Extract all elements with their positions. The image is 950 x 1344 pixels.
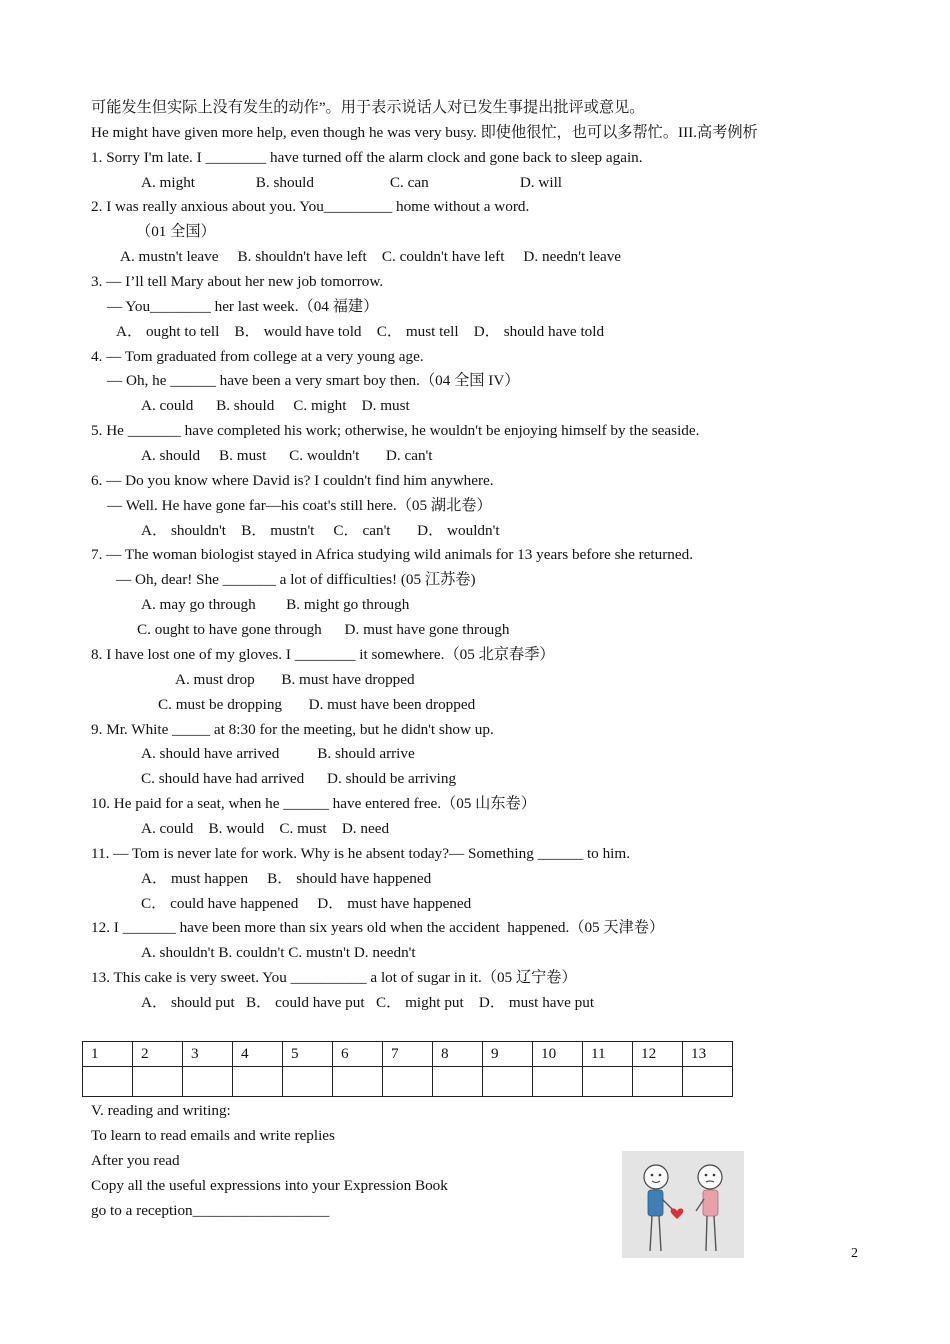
text-line: A. should B. must C. wouldn't D. can't	[141, 447, 433, 465]
text-line: A. must drop B. must have dropped	[175, 670, 415, 688]
text-line: A. should have arrived B. should arrive	[141, 745, 415, 763]
answer-table-blank-cell[interactable]	[333, 1067, 383, 1097]
answer-table-blank-cell[interactable]	[483, 1067, 533, 1097]
answer-table-header-row	[83, 1042, 733, 1067]
answer-table-header-cell: 11	[583, 1042, 633, 1067]
text-line: 4. — Tom graduated from college at a very young age.	[91, 347, 424, 365]
text-line: 7. — The woman biologist stayed in Africa studying wild animals for 13 years before she returned.	[91, 546, 694, 564]
answer-table-blank-cell[interactable]	[633, 1067, 683, 1097]
answer-table-blank-cell[interactable]	[183, 1067, 233, 1097]
text-line: A. shouldn't B. couldn't C. mustn't D. needn't	[141, 944, 416, 962]
text-line: — Oh, dear! She _______ a lot of difficulties! (05 江苏卷)	[116, 571, 476, 589]
text-line: A. could B. would C. must D. need	[141, 819, 390, 837]
answer-table-blank-cell[interactable]	[383, 1067, 433, 1097]
text-line: 9. Mr. White _____ at 8:30 for the meeting, but he didn't show up.	[91, 720, 494, 738]
page-number: 2	[851, 1246, 858, 1261]
text-line: 1. Sorry I'm late. I ________ have turned off the alarm clock and gone back to sleep again.	[91, 148, 643, 166]
answer-table	[82, 1041, 733, 1097]
text-line: （01 全国）	[136, 223, 216, 241]
text-line: 6. — Do you know where David is? I couldn't find him anywhere.	[91, 471, 494, 489]
text-line: A． must happen B． should have happened	[141, 869, 432, 887]
text-line: 2. I was really anxious about you. You_________ home without a word.	[91, 198, 530, 216]
answer-table-header-cell: 7	[383, 1042, 433, 1067]
text-line: A. could B. should C. might D. must	[141, 397, 410, 415]
section-v-line: V. reading and writing:	[91, 1102, 231, 1119]
answer-table-header-cell: 10	[533, 1042, 583, 1067]
answer-table-blank-cell[interactable]	[433, 1067, 483, 1097]
text-line: 10. He paid for a seat, when he ______ have entered free.（05 山东卷）	[91, 795, 536, 813]
text-line: A． should put B． could have put C． might put D． must have put	[141, 993, 595, 1011]
text-line: A． ought to tell B． would have told C． must tell D． should have told	[116, 322, 605, 340]
text-line: 12. I _______ have been more than six years old when the accident happened.（05 天津卷）	[91, 919, 665, 937]
answer-table-header-cell: 5	[283, 1042, 333, 1067]
answer-table-header-cell: 12	[633, 1042, 683, 1067]
section-v-line: go to a reception__________________	[91, 1202, 330, 1219]
answer-table-header-cell: 6	[333, 1042, 383, 1067]
answer-table-header-cell: 9	[483, 1042, 533, 1067]
answer-table-blank-cell[interactable]	[533, 1067, 583, 1097]
text-line: A. may go through B. might go through	[141, 596, 410, 614]
answer-table-blank-cell[interactable]	[133, 1067, 183, 1097]
text-line: 11. — Tom is never late for work. Why is he absent today?— Something ______ to him.	[91, 844, 630, 862]
text-line: 3. — I’ll tell Mary about her new job tomorrow.	[91, 273, 384, 291]
answer-table-header-cell: 4	[233, 1042, 283, 1067]
text-line: A. mustn't leave B. shouldn't have left C. couldn't have left D. needn't leave	[120, 248, 622, 266]
answer-table-header-cell: 3	[183, 1042, 233, 1067]
text-line: — Well. He have gone far—his coat's still here.（05 湖北卷）	[107, 496, 492, 514]
answer-table-blank-cell[interactable]	[283, 1067, 333, 1097]
section-v-line: To learn to read emails and write replies	[91, 1127, 335, 1144]
text-line: 8. I have lost one of my gloves. I ________ it somewhere.（05 北京春季）	[91, 645, 555, 663]
answer-table-header-cell: 1	[83, 1042, 133, 1067]
answer-table-header-cell: 13	[683, 1042, 733, 1067]
answer-table-blank-row	[83, 1067, 733, 1097]
text-line: A． shouldn't B． mustn't C． can't D． wouldn't	[141, 521, 500, 539]
text-line: — You________ her last week.（04 福建）	[107, 297, 379, 315]
text-line: C. ought to have gone through D. must have gone through	[137, 621, 510, 639]
text-line: He might have given more help, even though he was very busy. 即使他很忙，也可以多帮忙。III.高考例析	[91, 123, 758, 141]
answer-table-header-cell: 8	[433, 1042, 483, 1067]
text-line: A. might B. should C. can D. will	[141, 173, 563, 191]
two-figures-with-heart-illustration	[622, 1151, 744, 1258]
answer-table-blank-cell[interactable]	[83, 1067, 133, 1097]
answer-table-header-cell: 2	[133, 1042, 183, 1067]
section-v-line: After you read	[91, 1152, 180, 1169]
text-line: 5. He _______ have completed his work; otherwise, he wouldn't be enjoying himself by the seaside.	[91, 422, 700, 440]
answer-table-blank-cell[interactable]	[233, 1067, 283, 1097]
text-line: C. should have had arrived D. should be arriving	[141, 770, 457, 788]
text-line: 可能发生但实际上没有发生的动作”。用于表示说话人对已发生事提出批评或意见。	[91, 99, 645, 116]
answer-table-blank-cell[interactable]	[583, 1067, 633, 1097]
text-line: C． could have happened D． must have happened	[141, 894, 472, 912]
answer-table-blank-cell[interactable]	[683, 1067, 733, 1097]
text-line: 13. This cake is very sweet. You __________ a lot of sugar in it.（05 辽宁卷）	[91, 969, 577, 987]
text-line: — Oh, he ______ have been a very smart boy then.（04 全国 IV）	[107, 372, 520, 390]
text-line: C. must be dropping D. must have been dropped	[158, 695, 476, 713]
section-v-line: Copy all the useful expressions into your Expression Book	[91, 1177, 448, 1194]
